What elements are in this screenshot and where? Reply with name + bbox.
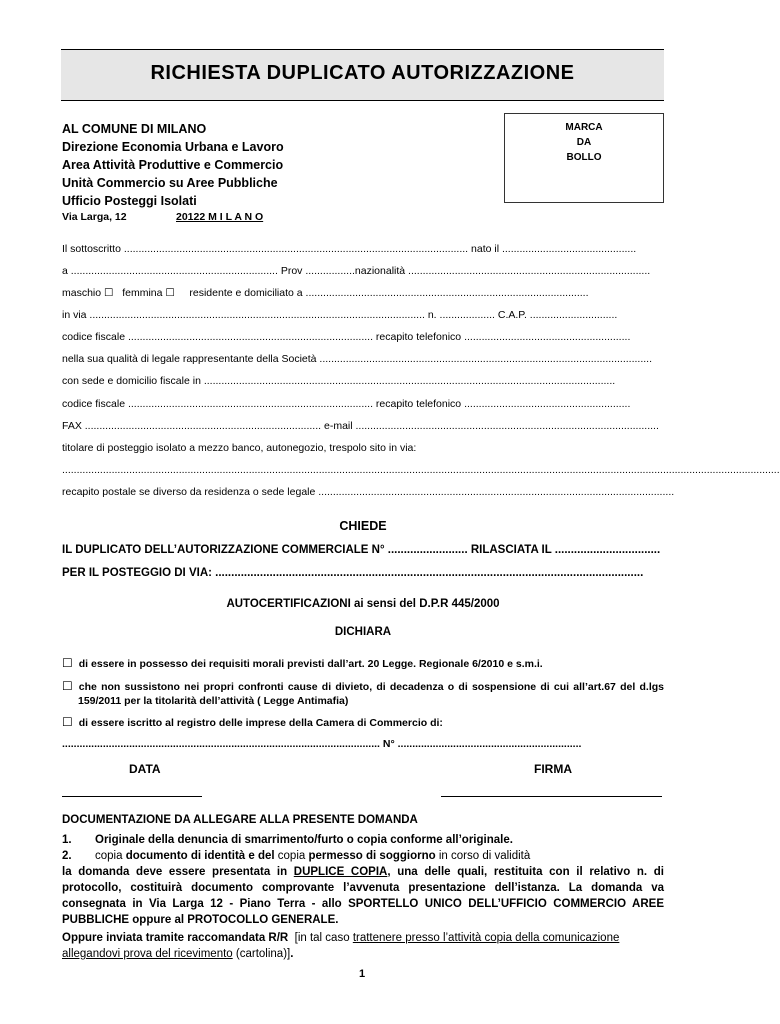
raccomandata-part-d: (cartolina)] xyxy=(235,948,291,960)
label-registro-n: N° xyxy=(382,738,395,750)
raccomandata-part-c: trattenere presso l’attività copia della comunicazione allegandovi prova del ricevimento xyxy=(62,932,620,960)
documentazione-item-1 xyxy=(62,832,664,848)
field-codice-fiscale-1[interactable]: codice fiscale .................................................................................... recapito telefonico ......................................................... xyxy=(62,331,631,343)
checkbox-icon[interactable]: ☐ xyxy=(62,656,73,670)
checkbox-icon[interactable]: ☐ xyxy=(62,715,73,729)
dichiara-heading: DICHIARA xyxy=(334,626,392,638)
field-fax-email[interactable]: FAX ................................................................................. e-mail ........................................................................................................ xyxy=(62,420,659,432)
firma-signature-line[interactable] xyxy=(441,796,662,797)
checkbox-icon[interactable]: ☐ xyxy=(62,679,73,693)
address-line-3: Area Attività Produttive e Commercio xyxy=(62,158,284,172)
label-codice-fiscale-2: codice fiscale xyxy=(62,398,126,410)
label-codice-fiscale: codice fiscale xyxy=(62,331,126,343)
label-in-via: in via xyxy=(62,309,87,321)
address-line-5: Ufficio Posteggi Isolati xyxy=(62,194,197,208)
check-label-3: di essere iscritto al registro delle imprese della Camera di Commercio di: xyxy=(78,717,443,729)
label-sottoscritto: Il sottoscritto xyxy=(62,243,121,255)
label-residente: residente e domiciliato a xyxy=(189,287,303,299)
marca-da-bollo-box xyxy=(504,113,664,203)
item-2-part-c: copia xyxy=(277,850,306,862)
address-line-1: AL COMUNE DI MILANO xyxy=(62,122,207,136)
label-prov: Prov xyxy=(280,265,303,277)
label-duplicato: IL DUPLICATO DELL’AUTORIZZAZIONE COMMERCIALE N° xyxy=(62,544,385,556)
documentazione-raccomandata xyxy=(62,930,664,962)
autocertificazioni-heading: AUTOCERTIFICAZIONI ai sensi del D.P.R 445/2000 xyxy=(226,598,500,610)
item-1-number: 1. xyxy=(62,834,72,846)
page-number: 1 xyxy=(358,968,366,980)
raccomandata-part-b: [in tal caso xyxy=(294,932,350,944)
field-via-posteggio[interactable]: ...................................................................................................................................................................................................................................................... xyxy=(62,464,780,476)
item-2-part-e: in corso di validità xyxy=(438,850,531,862)
check-label-2: che non sussistono nei propri confronti cause di divieto, di decadenza o di sospensione di cui all’art.67 del d.lgs 159/2011 per la titolarità dell’attività ( Legge Antimafia) xyxy=(78,681,664,707)
address-street: Via Larga, 12 xyxy=(62,211,127,223)
check-label-1: di essere in possesso dei requisiti morali previsti dall’art. 20 Legge. Regionale 6/2010 e s.m.i. xyxy=(78,658,543,670)
documentazione-paragraph xyxy=(62,864,664,928)
label-nato: nato il xyxy=(471,243,500,255)
field-titolare xyxy=(62,441,664,455)
marca-da-bollo-label: MARCA DA BOLLO xyxy=(565,122,603,163)
registro-line[interactable]: ............................................................................................................. N° ............................................................... xyxy=(62,738,582,750)
label-titolare: titolare di posteggio isolato a mezzo banco, autonegozio, trespolo sito in via: xyxy=(62,442,417,454)
label-fax: FAX xyxy=(62,420,82,432)
label-femmina: femmina ☐ xyxy=(122,287,175,299)
chiede-heading: CHIEDE xyxy=(339,519,387,533)
address-city: 20122 M I L A N O xyxy=(176,211,264,223)
firma-label: FIRMA xyxy=(534,762,572,776)
item-1-text: Originale della denuncia di smarrimento/furto o copia conforme all’originale. xyxy=(95,834,513,846)
item-2-part-b: documento di identità e del xyxy=(125,850,275,862)
raccomandata-part-e: . xyxy=(290,948,294,960)
label-recapito-telefonico: recapito telefonico xyxy=(375,331,462,343)
label-recapito-telefonico-2: recapito telefonico xyxy=(375,398,462,410)
chiede-line-posteggio[interactable]: PER IL POSTEGGIO DI VIA: ...................................................................................................................................... xyxy=(62,567,644,579)
label-nazionalita: nazionalità xyxy=(354,265,406,277)
field-qualita[interactable]: nella sua qualità di legale rappresentante della Società .................................................................................................................. xyxy=(62,353,652,365)
field-sesso-residenza[interactable]: maschio ☐ femmina ☐ residente e domiciliato a ................................................................................................. xyxy=(62,287,589,299)
label-recapito-postale: recapito postale se diverso da residenza o sede legale xyxy=(62,486,316,498)
data-label: DATA xyxy=(129,762,161,776)
label-cap: C.A.P. xyxy=(497,309,527,321)
field-sottoscritto[interactable]: Il sottoscritto ...................................................................................................................... nato il .............................................. xyxy=(62,243,637,255)
field-indirizzo[interactable]: in via ................................................................................................................... n. ................... C.A.P. .............................. xyxy=(62,309,618,321)
check-antimafia[interactable] xyxy=(62,679,664,708)
para-duplice-copia: DUPLICE COPIA xyxy=(293,866,388,878)
field-sede[interactable]: con sede e domicilio fiscale in ............................................................................................................................................. xyxy=(62,375,616,387)
chiede-line-duplicato[interactable]: IL DUPLICATO DELL’AUTORIZZAZIONE COMMERCIALE N° ......................... RILASCIATA IL ................................. xyxy=(62,544,661,556)
para-part-c: , una delle quali, restituita con il relativo n. di protocollo, costituirà documento comprovante l’avvenuta presentazione dell’istanza. La domanda va consegnata in Via Larga 12 - Piano Terra - allo SPORTELLO UNICO DELL’UFFICIO COMMERCIO AREE PUBBLICHE oppure al PROTOCOLLO GENERALE. xyxy=(62,866,665,926)
item-2-number: 2. xyxy=(62,850,72,862)
documentazione-heading: DOCUMENTAZIONE DA ALLEGARE ALLA PRESENTE DOMANDA xyxy=(62,814,418,826)
data-signature-line[interactable] xyxy=(62,796,202,797)
page-title: RICHIESTA DUPLICATO AUTORIZZAZIONE xyxy=(150,62,575,84)
address-line-2: Direzione Economia Urbana e Lavoro xyxy=(62,140,284,154)
label-email: e-mail xyxy=(323,420,353,432)
field-recapito-postale[interactable]: recapito postale se diverso da residenza o sede legale .......................................................................................................................... xyxy=(62,486,675,498)
item-2-part-a: copia xyxy=(95,850,123,862)
label-a: a xyxy=(62,265,68,277)
item-2-part-d: permesso di soggiorno xyxy=(308,850,436,862)
check-registro-imprese[interactable] xyxy=(62,715,664,730)
label-rilasciata: RILASCIATA IL xyxy=(470,544,552,556)
label-qualita: nella sua qualità di legale rappresentante della Società xyxy=(62,353,317,365)
label-posteggio-via: PER IL POSTEGGIO DI VIA: xyxy=(62,567,212,579)
check-requisiti-morali[interactable] xyxy=(62,656,664,671)
documentazione-item-2 xyxy=(62,848,664,864)
label-maschio: maschio ☐ xyxy=(62,287,114,299)
para-part-a: la domanda deve essere presentata in xyxy=(62,866,288,878)
address-line-4: Unità Commercio su Aree Pubbliche xyxy=(62,176,278,190)
raccomandata-part-a: Oppure inviata tramite raccomandata R/R xyxy=(62,932,289,944)
title-band xyxy=(61,49,664,101)
label-numero: n. xyxy=(427,309,437,321)
label-sede: con sede e domicilio fiscale in xyxy=(62,375,201,387)
field-luogo-nascita[interactable]: a ....................................................................... Prov .................nazionalità ................................................................................... xyxy=(62,265,651,277)
field-codice-fiscale-2[interactable]: codice fiscale .................................................................................... recapito telefonico ......................................................... xyxy=(62,398,631,410)
